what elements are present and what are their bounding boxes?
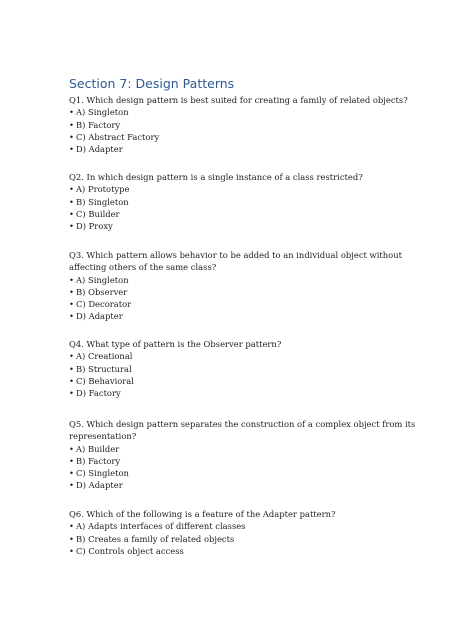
bullet-icon: • <box>69 351 74 362</box>
question-text: Q5. Which design pattern separates the construction of a complex object from its representation? <box>69 419 416 442</box>
answer-option: • C) Controls object access <box>69 545 184 556</box>
answer-option: • A) Builder <box>69 443 120 454</box>
question-text: Q3. Which pattern allows behavior to be added to an individual object without affecting others of the same class? <box>69 250 402 273</box>
bullet-icon: • <box>69 131 74 142</box>
bullet-icon: • <box>69 286 74 297</box>
answer-option: • C) Behavioral <box>69 375 134 386</box>
answer-option: • B) Factory <box>69 455 121 466</box>
question-block-2 <box>69 171 419 232</box>
answer-option: • B) Singleton <box>69 196 129 207</box>
bullet-icon: • <box>69 533 74 544</box>
bullet-icon: • <box>69 144 74 155</box>
answer-option: • D) Adapter <box>69 311 123 322</box>
answer-option: • C) Singleton <box>69 468 129 479</box>
bullet-icon: • <box>69 443 74 454</box>
bullet-icon: • <box>69 196 74 207</box>
bullet-icon: • <box>69 221 74 232</box>
bullet-icon: • <box>69 274 74 285</box>
answer-option: • B) Observer <box>69 286 128 297</box>
question-text: Q2. In which design pattern is a single instance of a class restricted? <box>69 172 363 182</box>
question-block-6 <box>69 508 419 557</box>
question-block-4 <box>69 338 419 399</box>
answer-option: • A) Singleton <box>69 107 129 118</box>
bullet-icon: • <box>69 208 74 219</box>
answer-option: • D) Proxy <box>69 221 113 232</box>
bullet-icon: • <box>69 107 74 118</box>
answer-option: • C) Builder <box>69 208 120 219</box>
answer-option: • A) Creational <box>69 351 133 362</box>
question-text: Q1. Which design pattern is best suited for creating a family of related objects? <box>69 95 408 105</box>
bullet-icon: • <box>69 299 74 310</box>
question-text: Q4. What type of pattern is the Observer pattern? <box>69 339 282 349</box>
bullet-icon: • <box>69 545 74 556</box>
bullet-icon: • <box>69 388 74 399</box>
question-block-1 <box>69 94 419 155</box>
bullet-icon: • <box>69 363 74 374</box>
question-text: Q6. Which of the following is a feature of the Adapter pattern? <box>69 509 336 519</box>
section-title: Section 7: Design Patterns <box>69 76 235 91</box>
bullet-icon: • <box>69 480 74 491</box>
bullet-icon: • <box>69 375 74 386</box>
answer-option: • A) Singleton <box>69 274 129 285</box>
answer-option: • B) Creates a family of related objects <box>69 533 235 544</box>
answer-option: • D) Adapter <box>69 480 123 491</box>
question-block-5 <box>69 418 419 492</box>
bullet-icon: • <box>69 521 74 532</box>
answer-option: • B) Factory <box>69 119 121 130</box>
answer-option: • B) Structural <box>69 363 132 374</box>
answer-option: • D) Factory <box>69 388 121 399</box>
answer-option: • C) Abstract Factory <box>69 131 160 142</box>
answer-option: • A) Adapts interfaces of different classes <box>69 521 246 532</box>
question-block-3 <box>69 249 419 323</box>
answer-option: • C) Decorator <box>69 299 132 310</box>
bullet-icon: • <box>69 468 74 479</box>
bullet-icon: • <box>69 184 74 195</box>
bullet-icon: • <box>69 311 74 322</box>
answer-option: • D) Adapter <box>69 144 123 155</box>
bullet-icon: • <box>69 455 74 466</box>
answer-option: • A) Prototype <box>69 184 130 195</box>
bullet-icon: • <box>69 119 74 130</box>
